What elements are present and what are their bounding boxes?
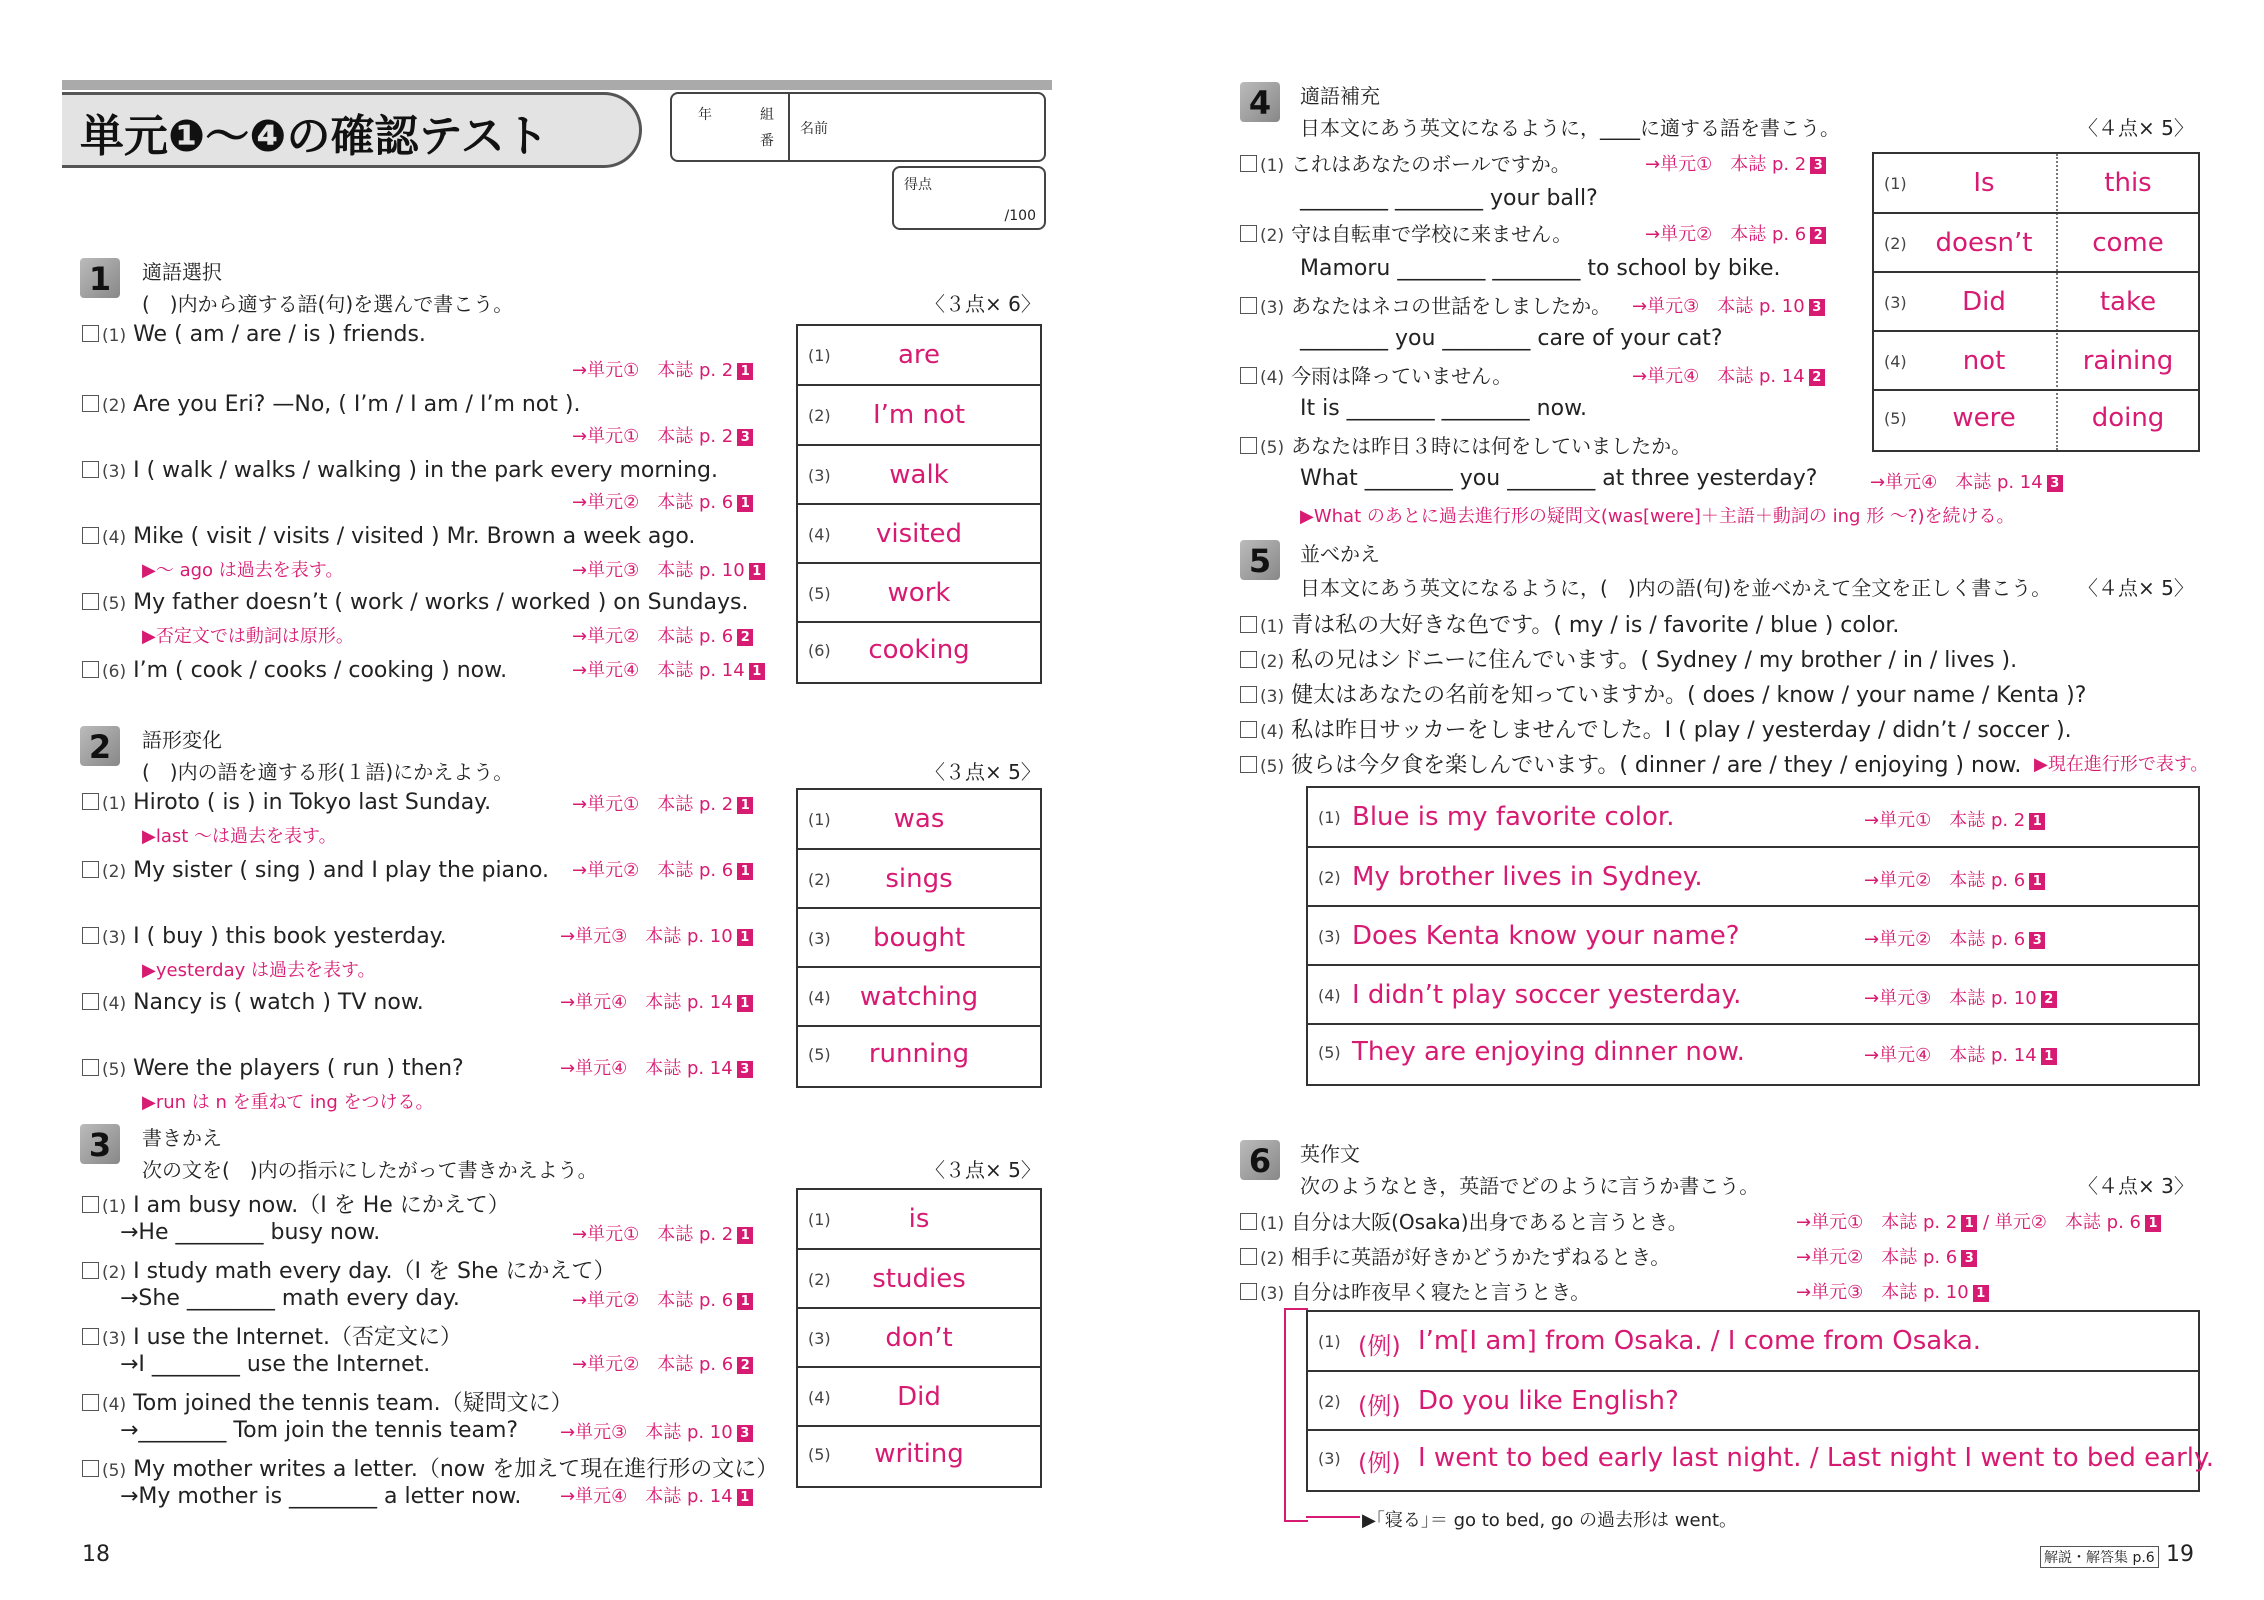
s5-ref-1: →単元① 本誌 p. 2 1 xyxy=(1864,806,2045,832)
checkbox[interactable] xyxy=(1240,297,1257,314)
section-1-instruction: ( )内から適する語(句)を選んで書こう。 xyxy=(142,292,514,316)
section-5-number: 5 xyxy=(1240,540,1280,580)
s4-answer-box: (1) Is this (2) doesn’t come (3) Did take (4) not raining (5) were doing xyxy=(1872,152,2200,452)
number-label: 番 xyxy=(760,133,774,149)
page-number-right: 19 xyxy=(2166,1542,2194,1567)
answer: this xyxy=(2104,168,2152,198)
answer: Does Kenta know your name? xyxy=(1352,921,1740,951)
s2-question-3: (3) I ( buy ) this book yesterday. xyxy=(82,924,447,949)
section-1-title: 適語選択 xyxy=(142,260,222,284)
section-4-title: 適語補充 xyxy=(1300,84,1380,108)
s2-question-4: (4) Nancy is ( watch ) TV now. xyxy=(82,990,424,1015)
section-2-points: 〈３点× 5〉 xyxy=(925,760,1041,784)
score-total: /100 xyxy=(1004,208,1036,224)
section-2-number: 2 xyxy=(80,726,120,766)
s6-question-2: (2) 相手に英語が好きかどうかたずねるとき。 xyxy=(1240,1241,1670,1270)
answer: running xyxy=(868,1039,970,1069)
s5-ref-5: →単元④ 本誌 p. 14 1 xyxy=(1864,1041,2057,1067)
s1-ref-6: →単元④ 本誌 p. 14 1 xyxy=(572,656,765,682)
s4-question-4: (4) 今雨は降っていません。 xyxy=(1240,360,1512,389)
s5-question-2: (2) 私の兄はシドニーに住んでいます。( Sydney / my brother / in / lives ). xyxy=(1240,643,2017,674)
checkbox[interactable] xyxy=(1240,367,1257,384)
section-3-points: 〈３点× 5〉 xyxy=(925,1158,1041,1182)
checkbox[interactable] xyxy=(82,793,99,810)
s6-ref-2: →単元② 本誌 p. 6 3 xyxy=(1796,1243,1977,1269)
s5-question-1: (1) 青は私の大好きな色です。( my / is / favorite / blue ) color. xyxy=(1240,608,1899,639)
checkbox[interactable] xyxy=(82,527,99,544)
s4-note: ▶What のあとに過去進行形の疑問文(was[were]＋主語＋動詞の ing 形 ～?)を続ける。 xyxy=(1300,506,2015,527)
s5-question-4: (4) 私は昨日サッカーをしませんでした。I ( play / yesterday / didn’t / soccer ). xyxy=(1240,713,2072,744)
section-3-instruction: 次の文を( )内の指示にしたがって書きかえよう。 xyxy=(142,1158,598,1182)
checkbox[interactable] xyxy=(82,927,99,944)
answer-key-ref: 解説・解答集 p.6 xyxy=(2040,1546,2159,1568)
s4-ref-5: →単元④ 本誌 p. 14 3 xyxy=(1870,468,2063,494)
s1-question-1: (1) We ( am / are / is ) friends. xyxy=(82,322,426,347)
s4-question-3: (3) あなたはネコの世話をしましたか。 xyxy=(1240,290,1611,319)
section-1-number: 1 xyxy=(80,258,120,298)
page-number-left: 18 xyxy=(82,1542,110,1567)
section-5-instruction: 日本文にあう英文になるように，( )内の語(句)を並べかえて全文を正しく書こう。 xyxy=(1300,576,2052,600)
s5-note: ▶現在進行形で表す。 xyxy=(2034,754,2209,775)
s6-ref-1: →単元① 本誌 p. 2 1 / 単元② 本誌 p. 6 1 xyxy=(1796,1208,2161,1234)
s1-ref-1: →単元① 本誌 p. 2 1 xyxy=(572,356,753,382)
s3-ref-2: →単元② 本誌 p. 6 1 xyxy=(572,1286,753,1312)
s2-ref-1: →単元① 本誌 p. 2 1 xyxy=(572,790,753,816)
s4-ref-1: →単元① 本誌 p. 2 3 xyxy=(1645,150,1826,176)
answer: visited xyxy=(875,519,963,549)
s3-ref-4: →単元③ 本誌 p. 10 3 xyxy=(560,1418,753,1444)
s3-ref-3: →単元② 本誌 p. 6 2 xyxy=(572,1350,753,1376)
class-label: 組 xyxy=(760,107,774,123)
s1-question-5: (5) My father doesn’t ( work / works / worked ) on Sundays. xyxy=(82,590,748,615)
checkbox[interactable] xyxy=(82,993,99,1010)
s5-ref-4: →単元③ 本誌 p. 10 2 xyxy=(1864,984,2057,1010)
checkbox[interactable] xyxy=(82,593,99,610)
s3-rewrite-5: →My mother is ________ a letter now. xyxy=(120,1484,522,1509)
s3-ref-1: →単元① 本誌 p. 2 1 xyxy=(572,1220,753,1246)
section-1-points: 〈３点× 6〉 xyxy=(925,292,1041,316)
s4-fill-3: ________ you ________ care of your cat? xyxy=(1300,326,1723,351)
s3-question-5: (5) My mother writes a letter.（now を加えて現在進行形の文に） xyxy=(82,1452,778,1483)
checkbox[interactable] xyxy=(82,661,99,678)
bracket-line xyxy=(1284,1308,1308,1522)
s3-question-3: (3) I use the Internet.（否定文に） xyxy=(82,1320,462,1351)
s4-question-5: (5) あなたは昨日３時には何をしていましたか。 xyxy=(1240,430,1691,459)
s4-ref-4: →単元④ 本誌 p. 14 2 xyxy=(1632,362,1825,388)
s4-ref-3: →単元③ 本誌 p. 10 3 xyxy=(1632,292,1825,318)
s5-question-3: (3) 健太はあなたの名前を知っていますか。( does / know / your name / Kenta )? xyxy=(1240,678,2086,709)
checkbox[interactable] xyxy=(82,861,99,878)
s3-ref-5: →単元④ 本誌 p. 14 1 xyxy=(560,1482,753,1508)
s6-note: ▶｢寝る｣＝ go to bed, go の過去形は went。 xyxy=(1362,1510,1738,1531)
student-info-box xyxy=(670,92,1046,162)
answer: I didn’t play soccer yesterday. xyxy=(1352,980,1742,1010)
s5-ref-2: →単元② 本誌 p. 6 1 xyxy=(1864,866,2045,892)
s4-fill-5: What ________ you ________ at three yesterday? xyxy=(1300,466,1818,491)
s2-question-2: (2) My sister ( sing ) and I play the piano. xyxy=(82,858,549,883)
s2-ref-4: →単元④ 本誌 p. 14 1 xyxy=(560,988,753,1014)
s2-note-5: ▶run は n を重ねて ing をつける。 xyxy=(142,1092,434,1113)
answer: I went to bed early last night. / Last night I went to bed early. xyxy=(1418,1443,2214,1473)
answer: writing xyxy=(874,1439,964,1469)
section-5-points: 〈４点× 5〉 xyxy=(2078,576,2194,600)
answer: studies xyxy=(872,1264,966,1294)
checkbox[interactable] xyxy=(1240,1248,1257,1265)
checkbox[interactable] xyxy=(82,325,99,342)
s1-question-2: (2) Are you Eri? —No, ( I’m / I am / I’m not ). xyxy=(82,392,580,417)
answer: Did xyxy=(897,1382,941,1412)
score-box xyxy=(892,166,1046,230)
s2-question-5: (5) Were the players ( run ) then? xyxy=(82,1056,464,1081)
checkbox[interactable] xyxy=(1240,756,1257,773)
section-3-number: 3 xyxy=(80,1124,120,1164)
answer: don’t xyxy=(885,1323,953,1353)
checkbox[interactable] xyxy=(82,1328,99,1345)
section-4-instruction: 日本文にあう英文になるように，____に適する語を書こう。 xyxy=(1300,116,1840,140)
s6-ref-3: →単元③ 本誌 p. 10 1 xyxy=(1796,1278,1989,1304)
checkbox[interactable] xyxy=(1240,437,1257,454)
checkbox[interactable] xyxy=(82,461,99,478)
answer: doing xyxy=(2091,403,2165,433)
answer: watching xyxy=(859,982,979,1012)
s2-ref-3: →単元③ 本誌 p. 10 1 xyxy=(560,922,753,948)
example-label: (例) xyxy=(1358,1449,1401,1477)
s2-answer-box: (1) was (2) sings (3) bought (4) watching (5) running xyxy=(796,788,1042,1088)
s1-ref-3: →単元② 本誌 p. 6 1 xyxy=(572,488,753,514)
checkbox[interactable] xyxy=(82,395,99,412)
answer: Do you like English? xyxy=(1418,1386,1679,1416)
s1-ref-5: →単元② 本誌 p. 6 2 xyxy=(572,622,753,648)
section-4-points: 〈４点× 5〉 xyxy=(2078,116,2194,140)
s3-question-4: (4) Tom joined the tennis team.（疑問文に） xyxy=(82,1386,573,1417)
s1-question-4: (4) Mike ( visit / visits / visited ) Mr. Brown a week ago. xyxy=(82,524,695,549)
checkbox[interactable] xyxy=(1240,1283,1257,1300)
s4-question-1: (1) これはあなたのボールですか。 xyxy=(1240,148,1571,177)
answer: were xyxy=(1952,403,2016,433)
s3-rewrite-2: →She ________ math every day. xyxy=(120,1286,460,1311)
name-label: 名前 xyxy=(800,121,828,137)
answer: I’m[I am] from Osaka. / I come from Osaka. xyxy=(1418,1326,1982,1356)
s6-answer-box: (1) (例) I’m[I am] from Osaka. / I come from Osaka. (2) (例) Do you like English? (3) (例) I went to bed early last night. / Last night I went to bed early. xyxy=(1306,1310,2200,1492)
s1-ref-2: →単元① 本誌 p. 2 3 xyxy=(572,422,753,448)
s4-question-2: (2) 守は自転車で学校に来ません。 xyxy=(1240,218,1572,247)
s1-ref-4: →単元③ 本誌 p. 10 1 xyxy=(572,556,765,582)
section-6-points: 〈４点× 3〉 xyxy=(2078,1174,2194,1198)
s3-question-1: (1) I am busy now.（I を He にかえて） xyxy=(82,1188,510,1219)
answer: come xyxy=(2092,228,2164,258)
score-label: 得点 xyxy=(904,177,932,193)
answer: raining xyxy=(2082,346,2174,376)
s3-rewrite-4: →________ Tom join the tennis team? xyxy=(120,1418,519,1443)
s5-answer-box: (1) Blue is my favorite color. →単元① 本誌 p. 2 1 (2) My brother lives in Sydney. →単元② 本誌 p. 6 1 (3) Does Kenta know your name? →単元② 本誌 p. 6 3 (4) I didn’t play soccer yesterday. →単元③ 本誌 p. 10 2 (5) They are enjoying dinner now. →単元④ 本誌 p. 14 1 xyxy=(1306,786,2200,1086)
page-title: 単元❶～❹の確認テスト xyxy=(80,111,549,162)
s4-fill-1: ________ ________ your ball? xyxy=(1300,186,1598,211)
checkbox[interactable] xyxy=(82,1262,99,1279)
answer: They are enjoying dinner now. xyxy=(1352,1037,1745,1067)
checkbox[interactable] xyxy=(1240,616,1257,633)
section-5-title: 並べかえ xyxy=(1300,542,1380,566)
answer: work xyxy=(887,578,951,608)
checkbox[interactable] xyxy=(82,1394,99,1411)
s4-ref-2: →単元② 本誌 p. 6 2 xyxy=(1645,220,1826,246)
s1-note-5: ▶否定文では動詞は原形。 xyxy=(142,626,354,647)
s5-ref-3: →単元② 本誌 p. 6 3 xyxy=(1864,925,2045,951)
example-label: (例) xyxy=(1358,1332,1401,1360)
s3-rewrite-3: →I ________ use the Internet. xyxy=(120,1352,431,1377)
s2-ref-2: →単元② 本誌 p. 6 1 xyxy=(572,856,753,882)
s1-question-6: (6) I’m ( cook / cooks / cooking ) now. xyxy=(82,658,507,683)
answer: was xyxy=(893,804,945,834)
answer: is xyxy=(908,1204,930,1234)
answer: take xyxy=(2099,287,2157,317)
s2-question-1: (1) Hiroto ( is ) in Tokyo last Sunday. xyxy=(82,790,491,815)
answer: not xyxy=(1962,346,2006,376)
checkbox[interactable] xyxy=(1240,155,1257,172)
answer: sings xyxy=(885,864,953,894)
s2-ref-5: →単元④ 本誌 p. 14 3 xyxy=(560,1054,753,1080)
section-6-instruction: 次のようなとき，英語でどのように言うか書こう。 xyxy=(1300,1174,1760,1198)
section-4-number: 4 xyxy=(1240,82,1280,122)
s4-fill-2: Mamoru ________ ________ to school by bike. xyxy=(1300,256,1781,281)
s6-question-1: (1) 自分は大阪(Osaka)出身であると言うとき。 xyxy=(1240,1206,1688,1235)
example-label: (例) xyxy=(1358,1392,1401,1420)
answer: are xyxy=(897,340,941,370)
checkbox[interactable] xyxy=(1240,651,1257,668)
s3-question-2: (2) I study math every day.（I を She にかえて） xyxy=(82,1254,615,1285)
answer: Did xyxy=(1962,287,2006,317)
s2-note-1: ▶last ～は過去を表す。 xyxy=(142,826,337,847)
section-2-title: 語形変化 xyxy=(142,728,222,752)
grade-label: 年 xyxy=(698,107,712,123)
checkbox[interactable] xyxy=(82,1460,99,1477)
s6-question-3: (3) 自分は昨夜早く寝たと言うとき。 xyxy=(1240,1276,1590,1305)
answer: My brother lives in Sydney. xyxy=(1352,862,1703,892)
answer: cooking xyxy=(868,635,970,665)
section-3-title: 書きかえ xyxy=(142,1126,222,1150)
checkbox[interactable] xyxy=(82,1196,99,1213)
checkbox[interactable] xyxy=(1240,686,1257,703)
checkbox[interactable] xyxy=(1240,721,1257,738)
answer: Is xyxy=(1973,168,1995,198)
answer: Blue is my favorite color. xyxy=(1352,802,1675,832)
section-6-number: 6 xyxy=(1240,1140,1280,1180)
checkbox[interactable] xyxy=(82,1059,99,1076)
s5-question-5: (5) 彼らは今夕食を楽しんでいます。( dinner / are / they / enjoying ) now. xyxy=(1240,748,2021,779)
s1-answer-box: (1) are (2) I’m not (3) walk (4) visited (5) work (6) cooking xyxy=(796,324,1042,684)
section-2-instruction: ( )内の語を適する形(１語)にかえよう。 xyxy=(142,760,514,784)
checkbox[interactable] xyxy=(1240,225,1257,242)
checkbox[interactable] xyxy=(1240,1213,1257,1230)
s2-note-3: ▶yesterday は過去を表す。 xyxy=(142,960,376,981)
answer: I’m not xyxy=(872,400,966,430)
s4-fill-4: It is ________ ________ now. xyxy=(1300,396,1588,421)
s3-rewrite-1: →He ________ busy now. xyxy=(120,1220,381,1245)
answer: walk xyxy=(889,460,949,490)
section-6-title: 英作文 xyxy=(1300,1142,1360,1166)
answer: bought xyxy=(872,923,966,953)
s1-note-4: ▶～ ago は過去を表す。 xyxy=(142,560,344,581)
arrow-line xyxy=(1306,1516,1360,1518)
s1-question-3: (3) I ( walk / walks / walking ) in the park every morning. xyxy=(82,458,718,483)
answer: doesn’t xyxy=(1935,228,2033,258)
s3-answer-box: (1) is (2) studies (3) don’t (4) Did (5) writing xyxy=(796,1188,1042,1488)
